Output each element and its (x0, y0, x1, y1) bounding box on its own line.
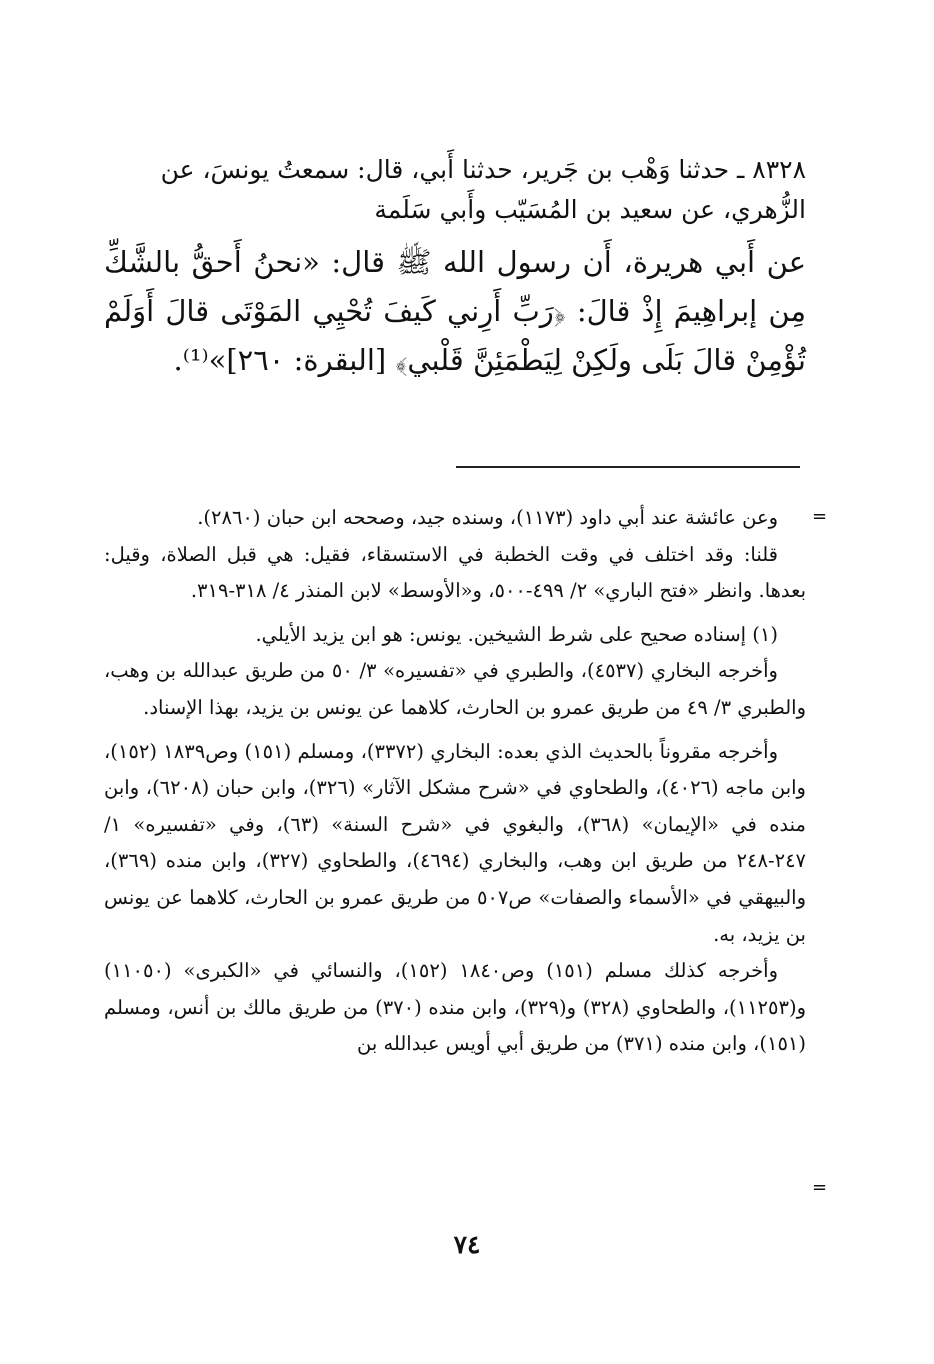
footnote-1-para3: وأخرجه مقروناً بالحديث الذي بعده: البخاري (٣٣٧٢)، ومسلم (١٥١) وص١٨٣٩ (١٥٢)، وابن ماجه (٤٠٢٦)، والطحاوي في «شرح مشكل الآثار» (٣٢٦)، وابن حبان (٦٢٠٨)، وابن منده في «الإيمان» (٣٦٨)، والبغوي في «شرح السنة» (٦٣)، وفي «تفسيره» ١/ ٢٤٧-٢٤٨ من طريق ابن وهب، والبخاري (٤٦٩٤)، والطحاوي (٣٢٧)، وابن منده (٣٦٩)، والبيهقي في «الأسماء والصفات» ص٥٠٧ من طريق عمرو بن الحارث، كلاهما عن يونس بن يزيد، به. (104, 739, 807, 946)
continuation-mark-bottom: = (812, 1177, 828, 1198)
footnote-1-head: (١) إسناده صحيح على شرط الشيخين. يونس: هو ابن يزيد الأيلي. (255, 622, 778, 646)
footnote-divider (456, 466, 800, 468)
hadith-text (104, 150, 806, 385)
hadith-isnad-line2: الزُّهري، عن سعيد بن المُسَيّب وأَبي سَلَمة (374, 195, 806, 224)
footnote-1-para2: وأخرجه البخاري (٤٥٣٧)، والطبري في «تفسيره» ٣/ ٥٠ من طريق عبدالله بن وهب، والطبري ٣/ ٤٩ من طريق عمرو بن الحارث، كلاهما عن يونس بن يزيد، بهذا الإسناد. (104, 659, 806, 719)
footnotes-section (104, 500, 806, 1063)
footnote-continued-comment: قلنا: وقد اختلف في وقت الخطبة في الاستسقاء، فقيل: هي قبل الصلاة، وقيل: بعدها. وانظر «فتح الباري» ٢/ ٤٩٩-٥٠٠، و«الأوسط» لابن المنذر ٤/ ٣١٨-٣١٩. (104, 542, 806, 603)
footnote-continued: وعن عائشة عند أبي داود (١١٧٣)، وسنده جيد، وصححه ابن حبان (٢٨٦٠). (197, 506, 778, 529)
hadith-isnad-line1: ٨٣٢٨ ـ حدثنا وَهْب بن جَرير، حدثنا أَبي، قال: سمعتُ يونسَ، عن (160, 155, 806, 184)
footnote-1-para4: وأخرجه كذلك مسلم (١٥١) وص١٨٤٠ (١٥٢)، والنسائي في «الكبرى» (١١٠٥٠) و(١١٢٥٣)، والطحاوي (٣٢٨) و(٣٢٩)، وابن منده (٣٧٠) من طريق مالك بن أنس، ومسلم (١٥١)، وابن منده (٣٧١) من طريق أبي أويس عبدالله بن (104, 959, 806, 1056)
hadith-matn: عن أَبي هريرة، أَن رسول الله ﷺ قال: «نحنُ أَحقُّ بالشَّكِّ مِن إبراهِيمَ إِذْ قالَ: ﴿رَبِّ أَرِني كَيفَ تُحْيِي المَوْتَى قالَ أَوَلَمْ تُؤْمِنْ قالَ بَلَى ولَكِنْ لِيَطْمَئِنَّ قَلْبي﴾ [البقرة: ٢٦٠]»⁽¹⁾. (104, 245, 806, 377)
hadith-block (104, 150, 806, 385)
page-number: ٧٤ (453, 1230, 481, 1259)
continuation-mark-top: = (812, 506, 828, 527)
